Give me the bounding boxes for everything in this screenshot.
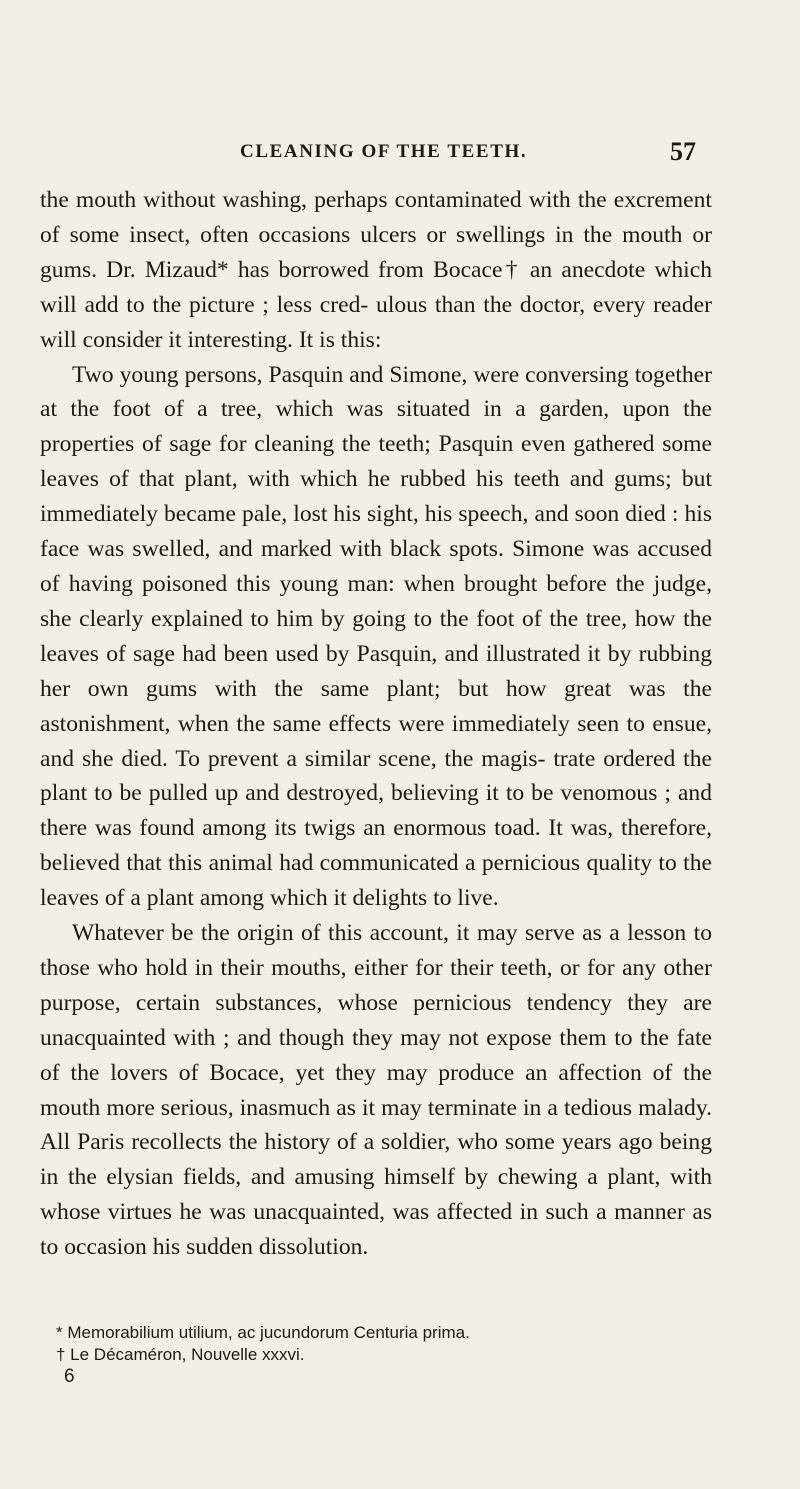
paragraph: Whatever be the origin of this account, it may serve as a lesson to those who hold in their mouths, either for their teeth, or for any other purpose, certain substances, whose pernicious tendency they are unacquainted with ; and though they may not expose them to the fate of the lovers of Bocace, yet they may produce an affection of the mouth more serious, inasmuch as it may terminate in a tedious malady. All Paris recollects the history of a soldier, who some years ago being in the elysian fields, and amusing himself by chewing a plant, with whose virtues he was unacquainted, was affected in such a manner as to occasion his sudden dissolution. — [40, 920, 712, 1261]
footnote: † Le Décaméron, Nouvelle xxxvi. — [56, 1345, 305, 1364]
page-number: 57 — [670, 137, 696, 166]
signature-mark: 6 — [64, 1366, 75, 1387]
running-title: CLEANING OF THE TEETH. — [240, 141, 528, 162]
paragraph: Two young persons, Pasquin and Simone, were conversing together at the foot of a tree, which was situated in a garden, upon the properties of sage for cleaning the teeth; Pasquin even gathered some leaves of that plant, with which he rubbed his teeth and gums; but immediately became pale, lost his sight, his speech, and soon died : his face was swelled, and marked with black spots. Simone was accused of having poisoned this young man: when brought before the judge, she clearly explained to him by going to the foot of the tree, how the leaves of sage had been used by Pasquin, and illustrated it by rubbing her own gums with the same plant; but how great was the astonishment, when the same effects were immediately seen to ensue, and she died. To prevent a similar scene, the magis- trate ordered the plant to be pulled up and destroyed, believing it to be venomous ; and there was found among its twigs an enormous toad. It was, therefore, believed that this animal had communicated a pernicious quality to the leaves of a plant among which it delights to live. — [40, 361, 712, 912]
footnote: * Memorabilium utilium, ac jucundorum Centuria prima. — [56, 1323, 470, 1342]
body-text — [40, 183, 712, 1265]
footnotes — [56, 1322, 716, 1366]
paragraph: the mouth without washing, perhaps contaminated with the excrement of some insect, often occasions ulcers or swellings in the mouth or gums. Dr. Mizaud* has borrowed from Bocace† an anecdote which will add to the picture ; less cred- ulous than the doctor, every reader will consider it interesting. It is this: — [40, 187, 712, 353]
page-header — [0, 137, 800, 167]
